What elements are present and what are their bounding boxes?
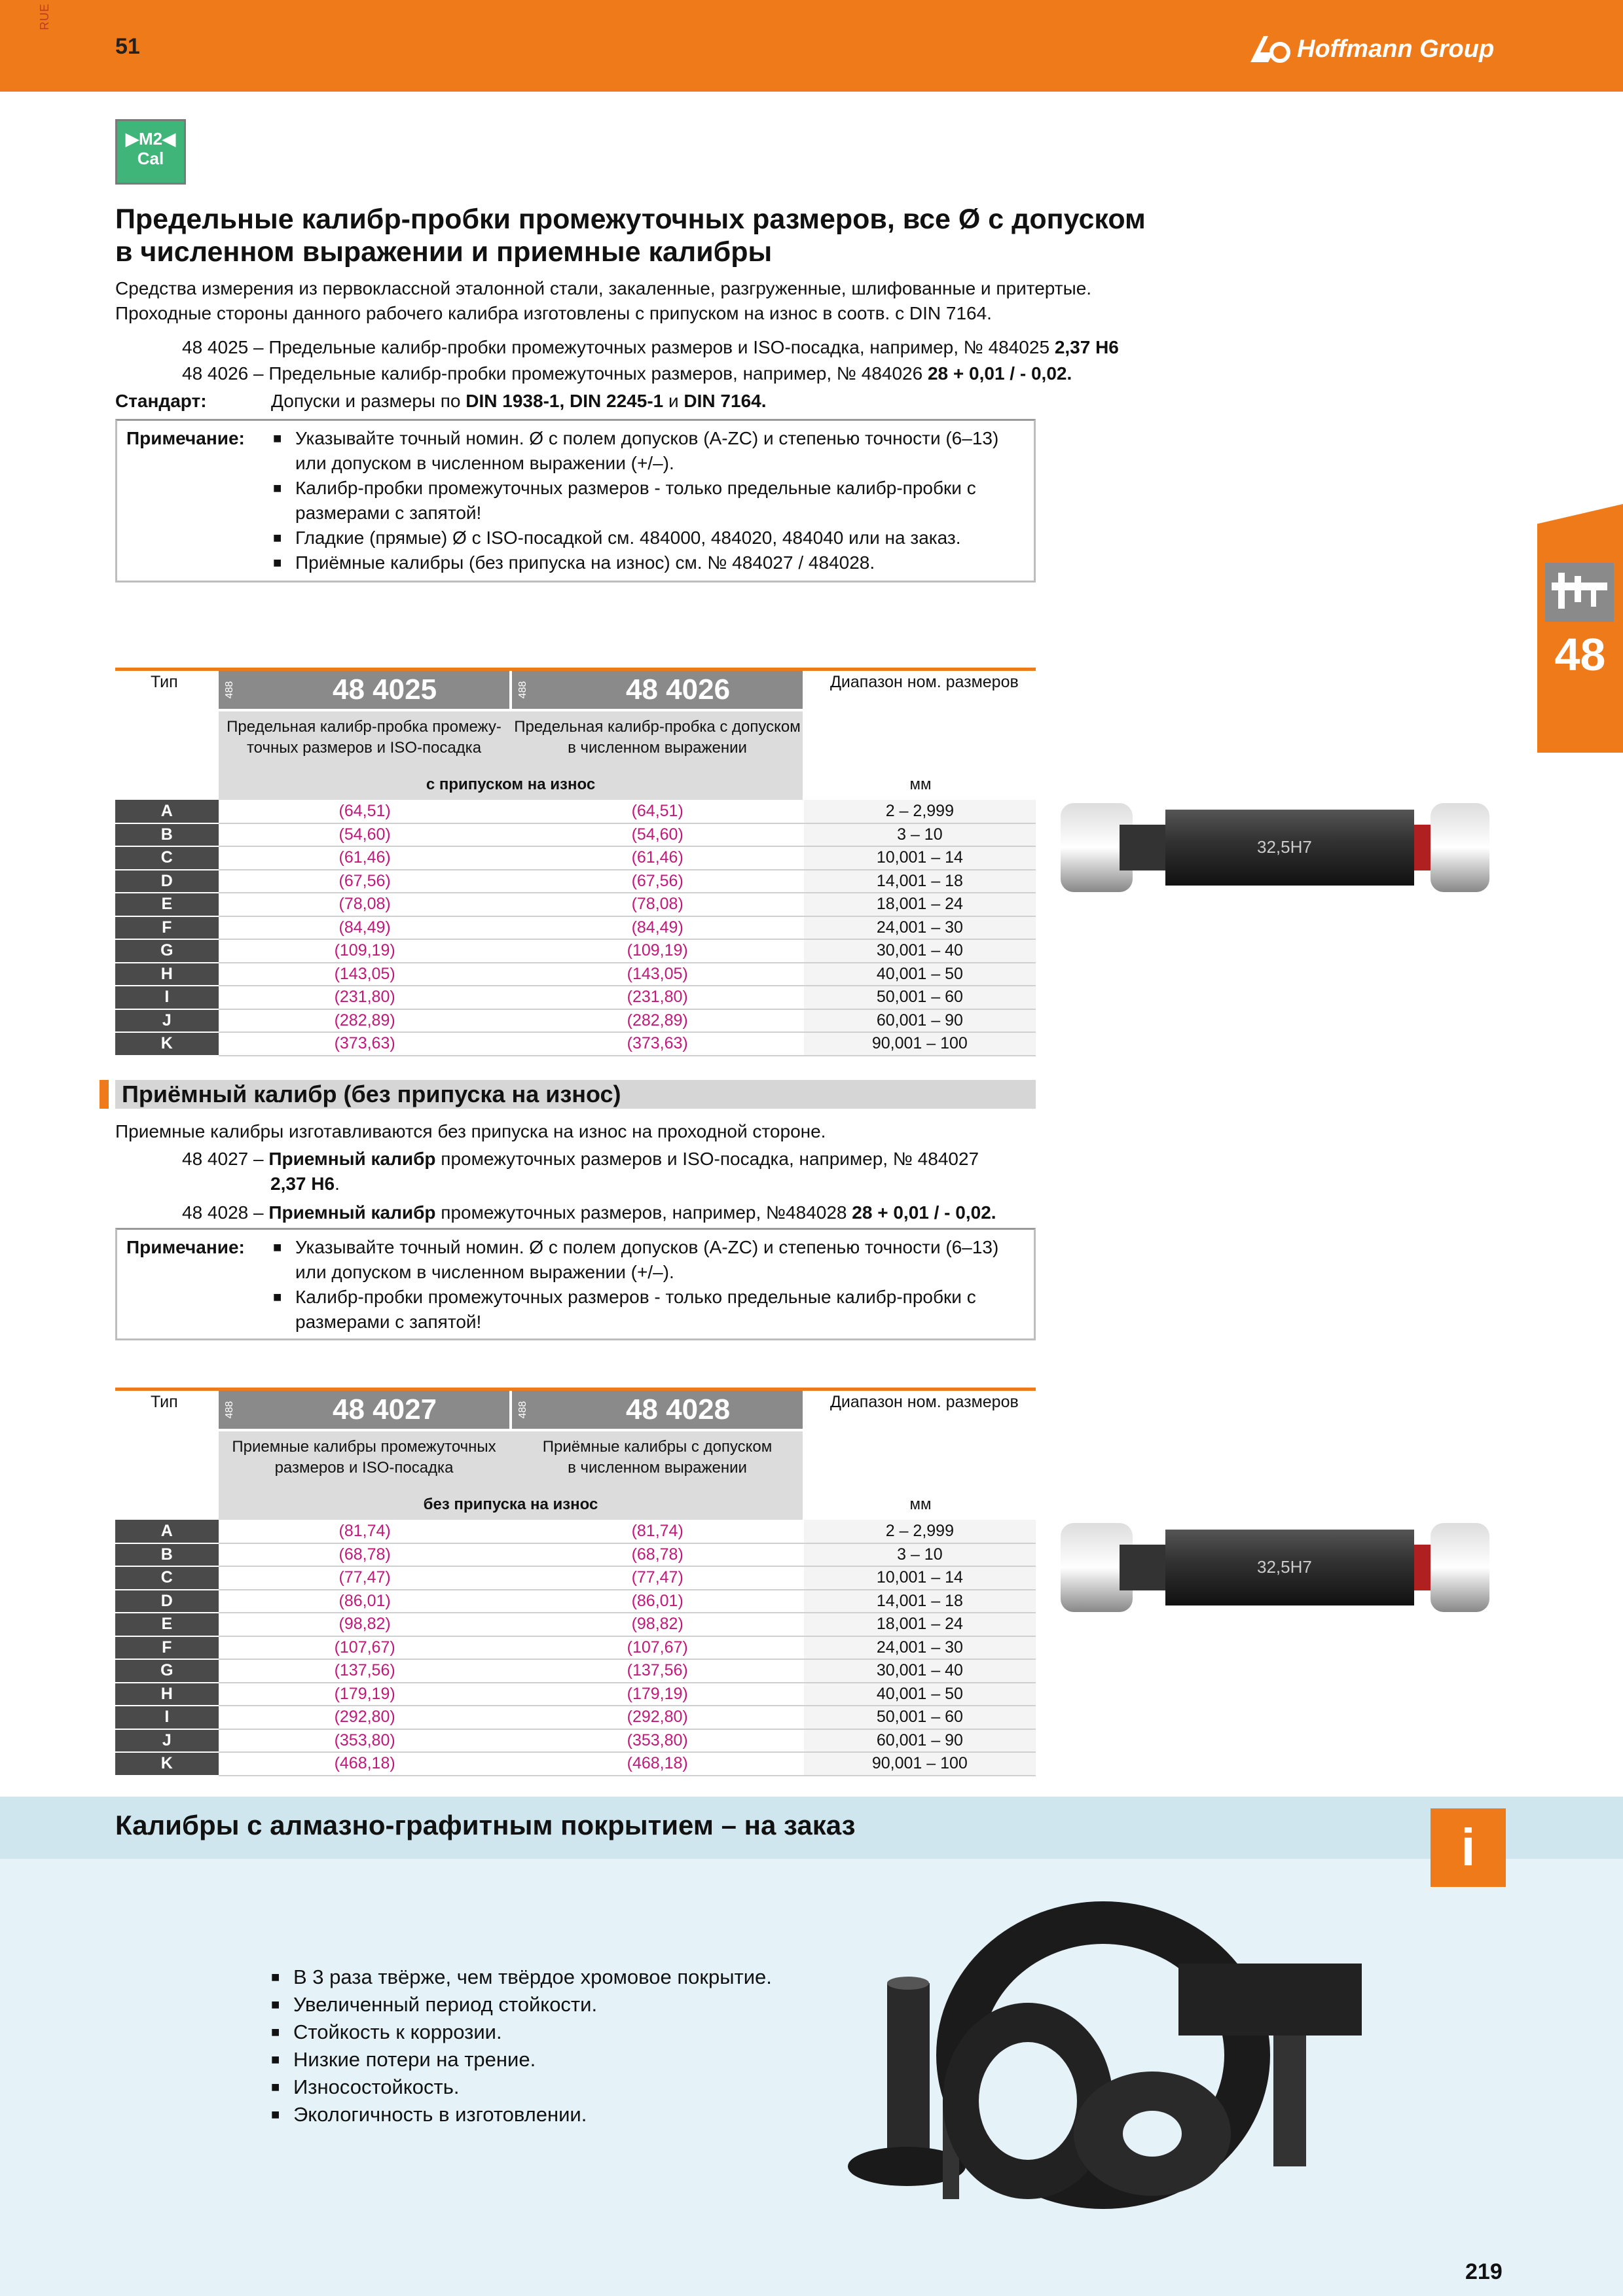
table-row — [115, 986, 1036, 1009]
brand-logo: Hoffmann Group — [1247, 33, 1494, 65]
range-value: 40,001 – 50 — [804, 1683, 1036, 1706]
table-row — [115, 1590, 1036, 1613]
table-row — [115, 963, 1036, 986]
row-label: I — [115, 1706, 219, 1729]
row-label: D — [115, 870, 219, 893]
page-number-bottom: 219 — [1465, 2259, 1503, 2284]
range-value: 50,001 – 60 — [804, 986, 1036, 1009]
range-value: 10,001 – 14 — [804, 1566, 1036, 1590]
item-484025: 48 4025 – Предельные калибр-пробки промежуточных размеров и ISO-посадка, например, № 484025 2,37 H6 — [182, 337, 1119, 357]
range-value: 3 – 10 — [804, 1543, 1036, 1567]
row-label: G — [115, 939, 219, 963]
row-label: B — [115, 1543, 219, 1567]
section2-title: Приёмный калибр (без припуска на износ) — [122, 1081, 621, 1107]
hoffmann-logo-icon — [1247, 33, 1293, 65]
table-row — [115, 1636, 1036, 1660]
col1-value: (64,51) — [219, 800, 511, 823]
col2-value: (77,47) — [511, 1566, 804, 1590]
table-row — [115, 1009, 1036, 1033]
range-value: 60,001 – 90 — [804, 1729, 1036, 1753]
table2 — [115, 1520, 1036, 1776]
col1-value: (109,19) — [219, 939, 511, 963]
col2-value: (137,56) — [511, 1659, 804, 1683]
table-row — [115, 1729, 1036, 1753]
note-box-1: Примечание: ■ Указывайте точный номин. Ø с полем допусков (A-ZC) и степенью точности (6–13) или допуском в численном выражении (+/–). ■ Калибр-пробки промежуточных размеров - только предельные калибр-пробки с размерами с запятой! ■ Гладкие (прямые) Ø с ISO-посадкой см. 484000, 484020, 484040 или на заказ. ■ Приёмные калибры (без припуска на износ) см. № 484027 / 484028. — [115, 419, 1036, 583]
range-value: 24,001 – 30 — [804, 916, 1036, 940]
row-label: A — [115, 1520, 219, 1543]
table2-subtitle: без припуска на износ — [423, 1496, 598, 1513]
table2-col1-header: 488 48 4027 — [219, 1391, 509, 1429]
col1-value: (179,19) — [219, 1683, 511, 1706]
note-box-2: Примечание: ■ Указывайте точный номин. Ø с полем допусков (A-ZC) и степенью точности (6–13) или допуском в численном выражении (+/–). ■ Калибр-пробки промежуточных размеров - только предельные калибр-пробки с размерами с запятой! — [115, 1228, 1036, 1340]
range-value: 50,001 – 60 — [804, 1706, 1036, 1729]
svg-text:32,5H7: 32,5H7 — [1257, 837, 1312, 857]
table1-desc2: Предельная калибр-пробка с допуском в численном выражении — [514, 718, 801, 757]
col2-value: (179,19) — [511, 1683, 804, 1706]
table-row — [115, 1543, 1036, 1567]
col2-value: (78,08) — [511, 893, 804, 916]
page-number-top: 51 — [115, 34, 140, 59]
table-row — [115, 893, 1036, 916]
col2-value: (109,19) — [511, 939, 804, 963]
row-label: J — [115, 1729, 219, 1753]
col2-value: (81,74) — [511, 1520, 804, 1543]
col2-value: (67,56) — [511, 870, 804, 893]
col2-value: (68,78) — [511, 1543, 804, 1567]
table-row — [115, 1659, 1036, 1683]
col1-value: (353,80) — [219, 1729, 511, 1753]
col1-value: (78,08) — [219, 893, 511, 916]
col2-value: (86,01) — [511, 1590, 804, 1613]
col1-value: (77,47) — [219, 1566, 511, 1590]
table1-type-label: Тип — [151, 673, 178, 691]
table-row — [115, 1032, 1036, 1056]
standard-line: Стандарт: Допуски и размеры по DIN 1938-1, DIN 2245-1 и DIN 7164. — [115, 391, 767, 411]
table2-desc2: Приёмные калибры с допуском в численном выражении — [542, 1438, 773, 1477]
range-value: 10,001 – 14 — [804, 846, 1036, 870]
col1-value: (98,82) — [219, 1613, 511, 1636]
col1-value: (282,89) — [219, 1009, 511, 1033]
range-value: 40,001 – 50 — [804, 963, 1036, 986]
range-value: 2 – 2,999 — [804, 1520, 1036, 1543]
info-panel — [0, 1797, 1623, 2296]
intro-text: Средства измерения из первоклассной эталонной стали, закаленные, разгруженные, шлифованные и притертые. Проходные стороны данного рабочего калибра изготовлены с припуском на износ в соотв. с DIN 7164. — [115, 278, 1092, 323]
col2-value: (353,80) — [511, 1729, 804, 1753]
range-value: 30,001 – 40 — [804, 1659, 1036, 1683]
table1-col2-header: 488 48 4026 — [512, 671, 803, 709]
range-value: 18,001 – 24 — [804, 893, 1036, 916]
col2-value: (98,82) — [511, 1613, 804, 1636]
row-label: C — [115, 1566, 219, 1590]
col1-value: (84,49) — [219, 916, 511, 940]
col1-value: (468,18) — [219, 1752, 511, 1776]
range-value: 3 – 10 — [804, 823, 1036, 847]
table-row — [115, 1706, 1036, 1729]
row-label: G — [115, 1659, 219, 1683]
table-row — [115, 800, 1036, 823]
table-row — [115, 939, 1036, 963]
item-484028: 48 4028 – Приемный калибр промежуточных размеров, например, №484028 28 + 0,01 / - 0,02. — [182, 1202, 996, 1223]
info-icon: i — [1431, 1808, 1506, 1887]
table1-col1-header: 488 48 4025 — [219, 671, 509, 709]
section2-marker — [100, 1080, 109, 1109]
row-label: E — [115, 893, 219, 916]
col1-value: (86,01) — [219, 1590, 511, 1613]
table1-desc1: Предельная калибр-пробка промежу- точных размеров и ISO-посадка — [227, 718, 501, 757]
m2-cal-badge: ▶M2◀ Cal — [115, 119, 186, 185]
col1-value: (292,80) — [219, 1706, 511, 1729]
row-label: B — [115, 823, 219, 847]
table-row — [115, 916, 1036, 940]
col2-value: (143,05) — [511, 963, 804, 986]
info-bullets: ■ В 3 раза твёрже, чем твёрдое хромовое покрытие. ■ Увеличенный период стойкости. ■ Стойкость к коррозии. ■ Низкие потери на трение. ■ Износостойкость. ■ Экологичность в изготовлении. — [293, 1964, 772, 2128]
limit-gauge-image-1 — [1054, 795, 1512, 900]
coated-gauges-image — [845, 1885, 1362, 2212]
col1-value: (81,74) — [219, 1520, 511, 1543]
table-row — [115, 1520, 1036, 1543]
table1 — [115, 800, 1036, 1056]
row-label: F — [115, 916, 219, 940]
col2-value: (107,67) — [511, 1636, 804, 1660]
col2-value: (468,18) — [511, 1752, 804, 1776]
table2-type-label: Тип — [151, 1393, 178, 1411]
table-row — [115, 846, 1036, 870]
table2-unit: мм — [909, 1496, 932, 1513]
page-title: Предельные калибр-пробки промежуточных размеров, все Ø с допуском в численном выражении и приемные калибры — [115, 204, 1146, 268]
row-label: A — [115, 800, 219, 823]
table2-range-label: Диапазон ном. размеров — [830, 1393, 1019, 1411]
range-value: 14,001 – 18 — [804, 870, 1036, 893]
col1-value: (373,63) — [219, 1032, 511, 1056]
row-label: F — [115, 1636, 219, 1660]
col2-value: (292,80) — [511, 1706, 804, 1729]
table-row — [115, 1566, 1036, 1590]
col2-value: (282,89) — [511, 1009, 804, 1033]
col1-value: (67,56) — [219, 870, 511, 893]
item-484026: 48 4026 – Предельные калибр-пробки промежуточных размеров, например, № 484026 28 + 0,01 / - 0,02. — [182, 363, 1072, 384]
table1-unit: мм — [909, 776, 932, 793]
table-row — [115, 823, 1036, 847]
col1-value: (231,80) — [219, 986, 511, 1009]
range-value: 90,001 – 100 — [804, 1752, 1036, 1776]
chapter-number: 48 — [1554, 629, 1606, 680]
col2-value: (231,80) — [511, 986, 804, 1009]
col2-value: (61,46) — [511, 846, 804, 870]
range-value: 60,001 – 90 — [804, 1009, 1036, 1033]
range-value: 30,001 – 40 — [804, 939, 1036, 963]
range-value: 18,001 – 24 — [804, 1613, 1036, 1636]
svg-text:32,5H7: 32,5H7 — [1257, 1557, 1312, 1577]
table-row — [115, 870, 1036, 893]
row-label: D — [115, 1590, 219, 1613]
col1-value: (143,05) — [219, 963, 511, 986]
row-label: H — [115, 1683, 219, 1706]
col2-value: (373,63) — [511, 1032, 804, 1056]
range-value: 24,001 – 30 — [804, 1636, 1036, 1660]
row-label: K — [115, 1752, 219, 1776]
table2-col2-header: 488 48 4028 — [512, 1391, 803, 1429]
table2-desc1: Приемные калибры промежуточных размеров и ISO-посадка — [232, 1438, 496, 1477]
table-row — [115, 1752, 1036, 1776]
note-list-2: ■ Указывайте точный номин. Ø с полем допусков (A-ZC) и степенью точности (6–13) или допуском в численном выражении (+/–). ■ Калибр-пробки промежуточных размеров - только предельные калибр-пробки с размерами с запятой! — [295, 1235, 1029, 1335]
range-value: 2 – 2,999 — [804, 800, 1036, 823]
col1-value: (61,46) — [219, 846, 511, 870]
caliper-icon — [1545, 563, 1614, 622]
col1-value: (54,60) — [219, 823, 511, 847]
col1-value: (68,78) — [219, 1543, 511, 1567]
row-label: H — [115, 963, 219, 986]
language-code: RUE — [38, 3, 51, 30]
col2-value: (84,49) — [511, 916, 804, 940]
row-label: I — [115, 986, 219, 1009]
range-value: 90,001 – 100 — [804, 1032, 1036, 1056]
section2-intro: Приемные калибры изготавливаются без припуска на износ на проходной стороне. — [115, 1121, 826, 1141]
col2-value: (64,51) — [511, 800, 804, 823]
row-label: C — [115, 846, 219, 870]
row-label: K — [115, 1032, 219, 1056]
table-row — [115, 1613, 1036, 1636]
col1-value: (107,67) — [219, 1636, 511, 1660]
col2-value: (54,60) — [511, 823, 804, 847]
row-label: J — [115, 1009, 219, 1033]
info-title: Калибры с алмазно-графитным покрытием – на заказ — [115, 1810, 856, 1840]
limit-gauge-image-2 — [1054, 1515, 1512, 1620]
table1-range-label: Диапазон ном. размеров — [830, 673, 1019, 691]
table-row — [115, 1683, 1036, 1706]
row-label: E — [115, 1613, 219, 1636]
note-list-1: ■ Указывайте точный номин. Ø с полем допусков (A-ZC) и степенью точности (6–13) или допуском в численном выражении (+/–). ■ Калибр-пробки промежуточных размеров - только предельные калибр-пробки с размерами с запятой! ■ Гладкие (прямые) Ø с ISO-посадкой см. 484000, 484020, 484040 или на заказ. ■ Приёмные калибры (без припуска на износ) см. № 484027 / 484028. — [295, 426, 1029, 575]
table1-subtitle: с припуском на износ — [426, 776, 596, 793]
range-value: 14,001 – 18 — [804, 1590, 1036, 1613]
col1-value: (137,56) — [219, 1659, 511, 1683]
item-484027: 48 4027 – Приемный калибр промежуточных размеров и ISO-посадка, например, № 484027 2,37 H6. — [182, 1149, 979, 1194]
